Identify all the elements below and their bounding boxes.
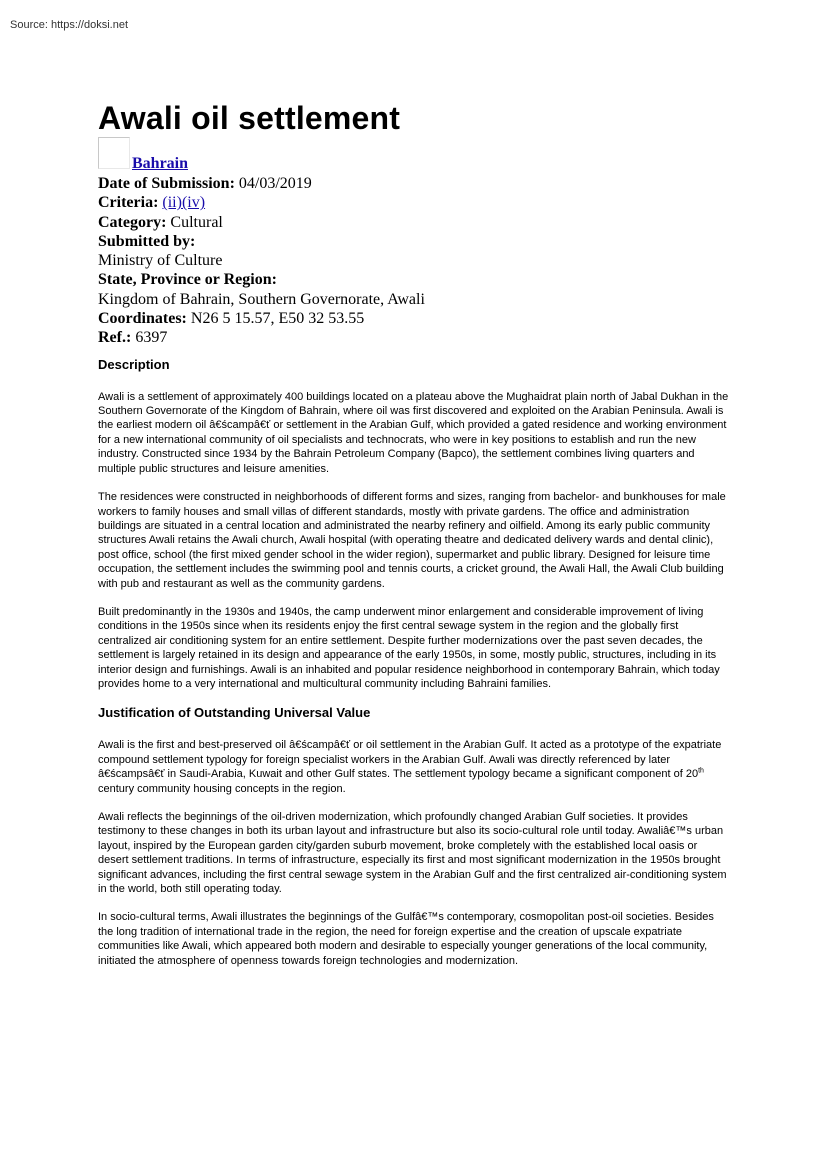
flag-image-placeholder	[98, 137, 130, 169]
justification-heading: Justification of Outstanding Universal Value	[98, 705, 371, 721]
criteria-link[interactable]: (ii)(iv)	[162, 194, 206, 212]
ref-label: Ref.:	[98, 329, 132, 347]
ref-value: 6397	[135, 329, 168, 347]
submission-date-row	[98, 174, 730, 193]
country-row	[98, 137, 730, 173]
description-paragraph: Built predominantly in the 1930s and 1940s, the camp underwent minor enlargement and considerable improvement of living conditions in the 1950s since when its residents enjoy the first central sewage system in the region and the globally first centralized air conditioning system for an entire settlement. Despite further modernizations over the past seven decades, the settlement is largely retained in its design and appearance of the early 1950s, in some, mostly public, structures, including in its interior design and furnishings. Awali is an inhabited and popular residence neighborhood in contemporary Bahrain, which today provides home to a very international and multicultural community including Bahraini families.	[98, 605, 720, 690]
justification-paragraph: Awali reflects the beginnings of the oil-driven modernization, which profoundly changed Arabian Gulf societies. It provides testimony to these changes in both its urban layout and infrastructure but also its socio-cultural role until today. Awaliâ€™s urban layout, inspired by the European garden city/garden suburb movement, broke completely with the established local oasis or desert settlement traditions. In terms of infrastructure, especially its first and most significant modernization in the 1950s brought significant advances, including the first central sewage system in the Arabian Gulf and the first centralized air-conditioning system in the world, both still operating today.	[98, 811, 727, 896]
submitted-by-label: Submitted by:	[98, 232, 196, 250]
justification-paragraph	[98, 738, 730, 796]
document-page	[98, 99, 730, 968]
description-paragraph: Awali is a settlement of approximately 400 buildings located on a plateau above the Mughaidrat plain north of Jabal Dukhan in the Southern Governorate of the Kingdom of Bahrain, where oil was first discovered and exploited on the Arabian Peninsula. Awali is the earliest modern oil â€ścampâ€ť or settlement in the Arabian Gulf, which provided a gated residence and working environment for a new international community of oil specialists and technocrats, who were in key positions to establish and run the new industry. Constructed since 1934 by the Bahrain Petroleum Company (Bapco), the settlement combines living quarters and multiple public structures and leisure amenities.	[98, 390, 729, 475]
justification-paragraph: In socio-cultural terms, Awali illustrates the beginnings of the Gulfâ€™s contemporary, cosmopolitan post-oil societies. Besides the long tradition of international trade in the region, the need for foreign expertise and the creation of upscale expatriate communities like Awali, which appeared both modern and desirable to especially younger generations of the local community, initiated the atmosphere of openness towards foreign technologies and modernization.	[98, 911, 714, 967]
submission-date-label: Date of Submission:	[98, 175, 235, 192]
coordinates-value: N26 5 15.57, E50 32 53.55	[190, 310, 365, 328]
coordinates-label: Coordinates:	[98, 310, 187, 328]
submitted-by-row	[98, 232, 730, 251]
criteria-label: Criteria:	[98, 194, 159, 212]
justification-text: century community housing concepts in the region.	[98, 782, 346, 795]
region-label: State, Province or Region:	[98, 271, 277, 289]
country-link[interactable]: Bahrain	[132, 155, 189, 172]
region-value: Kingdom of Bahrain, Southern Governorate, Awali	[98, 290, 425, 308]
region-row	[98, 270, 730, 289]
description-heading: Description	[98, 356, 170, 372]
description-paragraph: The residences were constructed in neighborhoods of different forms and sizes, ranging from bachelor- and bunkhouses for male workers to family houses and small villas of different standards, mostly with private gardens. The office and administration buildings are situated in a central location and administrated the nearby refinery and oilfield. Among its early public community structures Awali retains the Awali church, Awali hospital (with operating theatre and dedicated delivery wards and dental clinic), post office, school (the first mixed gender school in the wider region), supermarket and public library. Designed for leisure time occupation, the settlement includes the swimming pool and tennis courts, a cricket ground, the Awali Hall, the Awali Club building with pub and restaurant as well as the community gardens.	[98, 491, 726, 590]
source-note: Source: https://doksi.net	[10, 19, 129, 31]
submitted-by-value: Ministry of Culture	[98, 252, 223, 270]
metadata-block	[98, 174, 730, 348]
category-label: Category:	[98, 213, 167, 231]
ref-row	[98, 328, 730, 347]
superscript-th: th	[698, 767, 704, 775]
coordinates-row	[98, 309, 730, 328]
justification-text: Awali is the first and best-preserved oil â€ścampâ€ť or oil settlement in the Arabian Gulf. It acted as a prototype of the expatriate compound settlement typology for foreign specialist workers in the Arabian Gulf. Awali was directly referenced by later â€ścampsâ€ť in Saudi-Arabia, Kuwait and other Gulf states. The settlement typology became a significant component of 20	[98, 739, 722, 781]
category-row	[98, 213, 730, 232]
criteria-row	[98, 193, 730, 212]
submission-date-value: 04/03/2019	[238, 175, 312, 192]
page-title: Awali oil settlement	[98, 100, 401, 136]
category-value: Cultural	[170, 213, 223, 231]
